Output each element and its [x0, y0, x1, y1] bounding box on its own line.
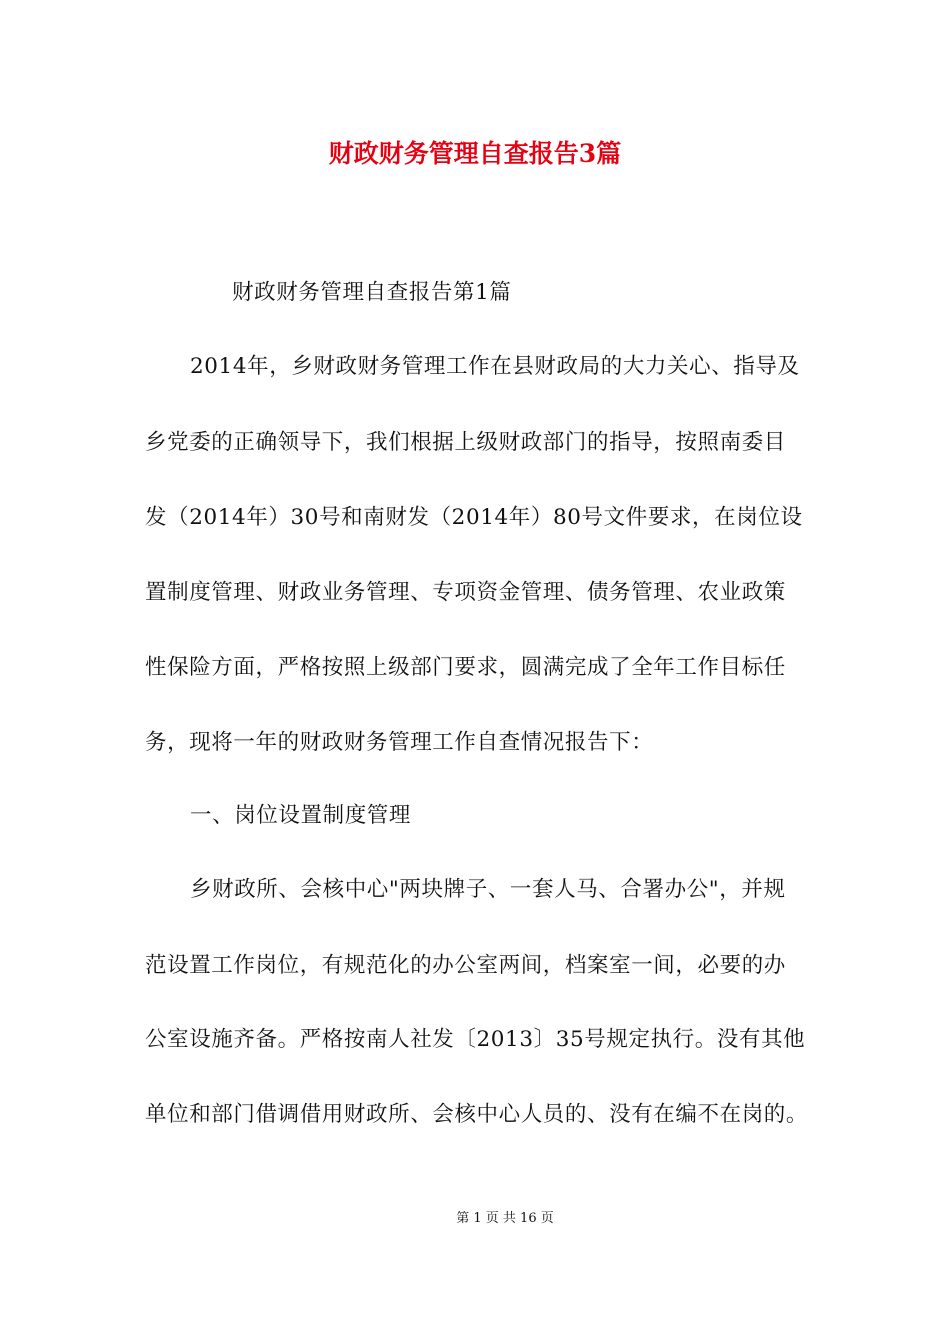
- paragraph-line: 单位和部门借调借用财政所、会核中心人员的、没有在编不在岗的。: [145, 1102, 809, 1127]
- page-number-footer: 第 1 页 共 16 页: [456, 1211, 554, 1226]
- paragraph-line: 性保险方面，严格按照上级部门要求，圆满完成了全年工作目标任: [145, 655, 786, 680]
- paragraph-line: 公室设施齐备。严格按南人社发〔2013〕35号规定执行。没有其他: [145, 1027, 806, 1052]
- paragraph-line: 乡党委的正确领导下，我们根据上级财政部门的指导，按照南委目: [145, 430, 786, 455]
- paragraph-line: 发（2014年）30号和南财发（2014年）80号文件要求，在岗位设: [145, 505, 803, 530]
- subsection-heading: 一、岗位设置制度管理: [190, 803, 412, 828]
- paragraph-line: 范设置工作岗位，有规范化的办公室两间，档案室一间，必要的办: [145, 953, 786, 978]
- document-title: 财政财务管理自查报告3篇: [328, 139, 622, 168]
- paragraph-line: 务，现将一年的财政财务管理工作自查情况报告下：: [145, 730, 654, 755]
- paragraph-line: 乡财政所、会核中心"两块牌子、一套人马、合署办公"，并规: [190, 877, 786, 902]
- paragraph-line: 置制度管理、财政业务管理、专项资金管理、债务管理、农业政策: [145, 580, 786, 605]
- section-heading: 财政财务管理自查报告第1篇: [232, 280, 512, 305]
- paragraph-line: 2014年，乡财政财务管理工作在县财政局的大力关心、指导及: [190, 354, 800, 379]
